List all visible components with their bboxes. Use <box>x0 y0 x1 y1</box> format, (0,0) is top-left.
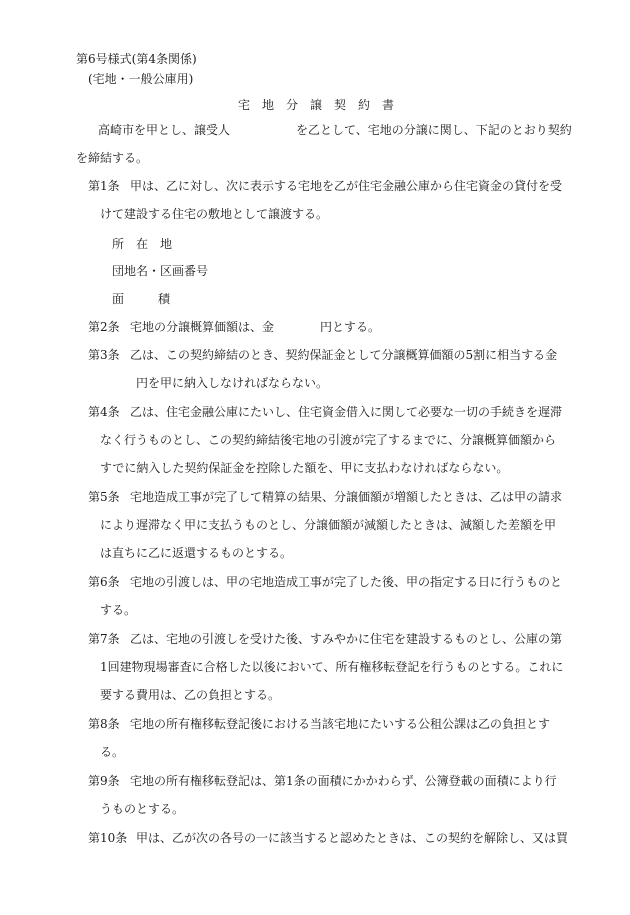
article-8-line-1: 宅地の所有権移転登記後における当該宅地にたいする公租公課は乙の負担とす <box>130 717 551 731</box>
article-5-line-2: により遅滞なく甲に支払うものとし、分譲価額が減額したときは、減額した差額を甲 <box>100 518 557 532</box>
article-3-line-1: 乙は、この契約締結のとき、契約保証金として分譲概算価額の5割に相当する金 <box>130 348 558 362</box>
item-location-a: 所 <box>112 237 125 251</box>
article-2-part-b: 円とする。 <box>320 320 381 334</box>
item-block-number: 団地名・区画番号 <box>112 264 209 278</box>
article-7-line-3: 要する費用は、乙の負担とする。 <box>100 688 281 702</box>
article-1-line-1: 甲は、乙に対し、次に表示する宅地を乙が住宅金融公庫から住宅資金の貸付を受 <box>130 179 563 193</box>
article-4-label: 第4条 <box>88 405 120 419</box>
article-9-line-2: うものとする。 <box>100 802 185 816</box>
article-9-line-1: 宅地の所有権移転登記は、第1条の面積にかかわらず、公簿登載の面積により行 <box>130 774 557 788</box>
article-2-part-a: 宅地の分譲概算価額は、金 <box>130 320 275 334</box>
article-8-label: 第8条 <box>88 717 120 731</box>
article-5-label: 第5条 <box>88 490 120 504</box>
article-2-line-1 <box>130 319 380 335</box>
article-4-line-1: 乙は、住宅金融公庫にたいし、住宅資金借入に関して必要な一切の手続きを遅滞 <box>130 405 563 419</box>
article-8-line-2: る。 <box>100 745 125 759</box>
article-7-line-1: 乙は、宅地の引渡しを受けた後、すみやかに住宅を建設するものとし、公庫の第 <box>130 632 563 646</box>
document-title: 宅地分譲契約書 <box>238 98 407 112</box>
item-area-b: 積 <box>158 292 171 306</box>
article-1-line-2: けて建設する住宅の敷地として譲渡する。 <box>100 207 329 221</box>
article-10-line-1: 甲は、乙が次の各号の一に該当すると認めたときは、この契約を解除し、又は買 <box>136 831 569 845</box>
article-9-label: 第9条 <box>88 774 120 788</box>
item-area <box>112 291 170 307</box>
article-3-line-2: 円を甲に納入しなければならない。 <box>136 376 329 390</box>
item-location <box>112 236 172 252</box>
article-7-line-2: 1回建物現場審査に合格した以後において、所有権移転登記を行うものとする。これに <box>100 660 564 674</box>
article-7-label: 第7条 <box>88 632 120 646</box>
article-4-line-3: すでに納入した契約保証金を控除した額を、甲に支払わなければならない。 <box>100 461 509 475</box>
article-1-label: 第1条 <box>88 179 120 193</box>
form-subtitle: (宅地・一般公庫用) <box>88 72 194 86</box>
article-3-label: 第3条 <box>88 348 120 362</box>
form-number: 第6号様式(第4条関係) <box>76 52 197 66</box>
item-area-a: 面 <box>112 292 125 306</box>
article-6-label: 第6条 <box>88 575 120 589</box>
article-5-line-1: 宅地造成工事が完了して精算の結果、分譲価額が増額したときは、乙は甲の請求 <box>130 490 563 504</box>
preamble-part-a: 高崎市を甲とし、譲受人 <box>98 123 231 137</box>
preamble-line-2: を締結する。 <box>76 151 149 165</box>
article-4-line-2: なく行うものとし、この契約締結後宅地の引渡が完了するまでに、分譲概算価額から <box>100 433 557 447</box>
article-10-label: 第10条 <box>88 831 128 845</box>
preamble-line-1 <box>98 122 572 138</box>
item-location-c: 地 <box>160 237 173 251</box>
article-2-label: 第2条 <box>88 320 120 334</box>
article-5-line-3: は直ちに乙に返還するものとする。 <box>100 546 293 560</box>
article-6-line-1: 宅地の引渡しは、甲の宅地造成工事が完了した後、甲の指定する日に行うものと <box>130 575 563 589</box>
item-location-b: 在 <box>136 237 149 251</box>
preamble-part-b: を乙として、宅地の分譲に関し、下記のとおり契約 <box>296 123 572 137</box>
article-6-line-2: する。 <box>100 603 137 617</box>
